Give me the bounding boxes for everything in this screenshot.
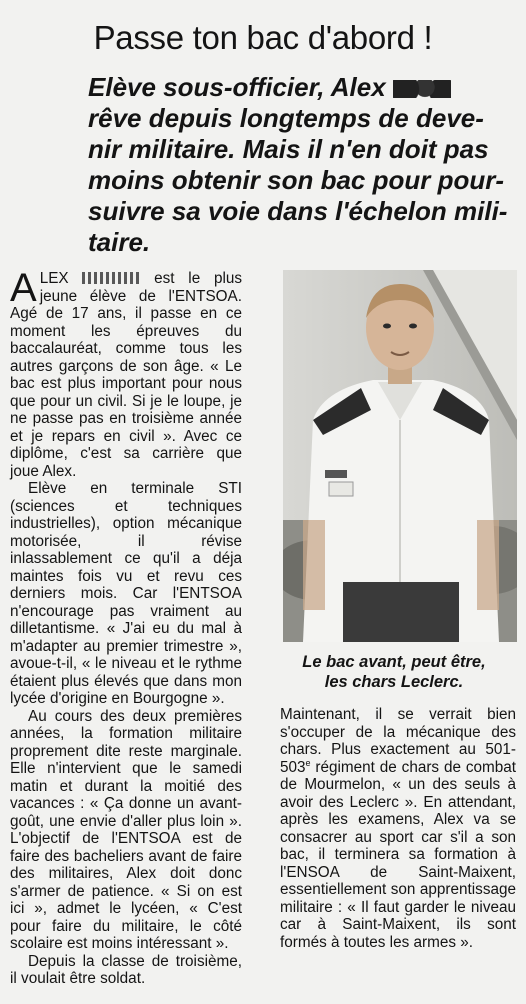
article-headline: Passe ton bac d'abord ! bbox=[93, 19, 433, 56]
drop-cap: A bbox=[10, 266, 37, 310]
ordinal-suffix: e bbox=[305, 757, 311, 768]
lead-line: moins obtenir son bac pour pour- bbox=[88, 165, 504, 195]
paragraph-intro bbox=[10, 266, 243, 480]
intro-text: est le plus jeune élève de l'ENTSOA. Agé de 17 ans, il passe en ce moment les épreuves du baccalauréat, comme tous les autres garçons de son âge. « Le bac est plus important pour nous que pour un civil. Si je le loupe, je ne passe pas en troisième année et je repars en civil ». Avec ce diplôme, c'est sa carrière que joue Alex. bbox=[10, 270, 243, 480]
photo-caption bbox=[262, 652, 526, 692]
paragraph: Au cours des deux premières années, la formation militaire proprement dite reste marginale. Elle n'intervient que le samedi matin et durant la moitié des vacances : « Ça donne un avant-goût, une envie d'aller plus loin ». L'objectif de l'ENTSOA est de faire des bacheliers avant de faire des militaires, Alex doit donc s'armer de patience. « Si on est ici », admet le lycéen, « C'est pour faire du militaire, le côté scolaire est moins intéressant ». bbox=[10, 707, 242, 952]
redacted-name-mark bbox=[393, 80, 451, 98]
paragraph-text: régiment de chars de combat de Mourmelon, « un des seuls à avoir des Leclerc ». En attendant, après les examens, Alex va se consacrer au sport car s'il a son bac, il terminera sa formation à l'ENSOA de Saint-Maixent, essentiellement son apprentissage militaire : « Il faut garder le niveau car à Saint-Maixent, ils sont formés à toutes les armes ». bbox=[280, 758, 516, 951]
article-body-right-column bbox=[280, 706, 516, 951]
lead-line: taire. bbox=[88, 227, 151, 257]
paragraph-text: Maintenant, il se verrait bien s'occuper de la mécanique des chars. Plus exactement au 501-503 bbox=[280, 706, 516, 776]
intro-smallcaps: LEX bbox=[39, 270, 69, 287]
lead-line: nir militaire. Mais il n'en doit pas bbox=[88, 134, 489, 164]
redacted-name-mark bbox=[82, 272, 140, 284]
paragraph: Elève en terminale STI (sciences et techniques industrielles), option mécanique motorisée, il révise inlassablement ce qu'il a déja maintes fois vu et revu ces derniers mois. Car l'ENTSOA n'encourage pas vraiment au dilletantisme. « J'ai eu du mal à m'adapter au premier trimestre », avoue-t-il, « le niveau et le rythme étaient plus élevés que dans mon lycée d'origine en Bourgogne ». bbox=[10, 480, 242, 707]
caption-line: Le bac avant, peut être, bbox=[302, 653, 486, 671]
paragraph: Depuis la classe de troisième, il voulait être soldat. bbox=[10, 952, 242, 987]
lead-line bbox=[88, 72, 512, 103]
soldier-portrait-illustration bbox=[283, 270, 517, 642]
lead-text: Elève sous-officier, Alex bbox=[88, 72, 386, 102]
lead-line: rêve depuis longtemps de deve- bbox=[88, 103, 484, 133]
caption-line: les chars Leclerc. bbox=[324, 673, 464, 691]
article-photo bbox=[283, 270, 517, 642]
article-body-left-column bbox=[10, 266, 243, 988]
lead-line: suivre sa voie dans l'échelon mili- bbox=[88, 196, 508, 226]
article-lead bbox=[88, 72, 512, 258]
